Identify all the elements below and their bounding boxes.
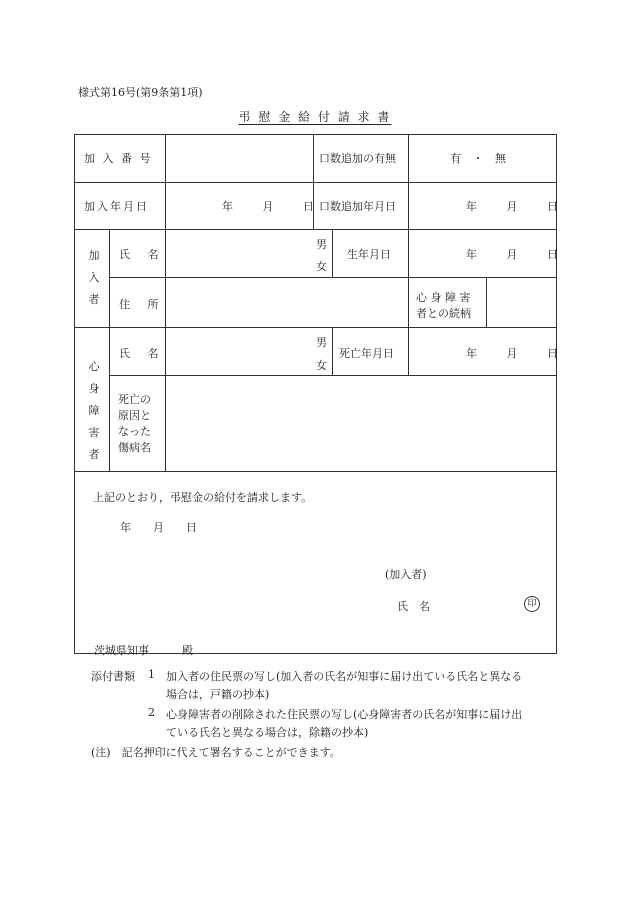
relation-field[interactable] [489,279,555,325]
join-date-label: 加入年月日 [84,200,149,213]
disabled-person-name-field[interactable] [168,329,308,373]
note-text: (注) 記名押印に代えて署名することができます。 [91,746,341,759]
form-number-label: 様式第16号(第9条第1項) [78,86,203,99]
rule [74,471,557,472]
attachment-item1-number: 1 [148,668,155,681]
rule [486,277,487,327]
join-date-field[interactable]: 年 月 日 [222,200,314,213]
seal-mark: 印 [524,596,540,612]
subscriber-sex-female[interactable]: 女 [316,260,327,273]
extra-units-choice[interactable]: 有 ・ 無 [450,152,506,165]
attachments-label: 添付書類 [91,670,135,683]
birth-date-field[interactable]: 年 月 日 [466,248,558,261]
rule [109,375,557,376]
extra-units-date-field[interactable]: 年 月 日 [466,200,558,213]
member-number-field[interactable] [168,136,310,180]
addressee: 茨城県知事 殿 [94,644,193,657]
declaration-statement: 上記のとおり，弔慰金の給付を請求します。 [93,491,313,504]
rule [408,229,409,327]
address-field[interactable] [168,279,406,325]
cause-of-death-label: 死亡の 原因と なった 傷病名 [118,393,151,454]
rule [332,327,333,375]
rule [313,134,314,229]
death-date-field[interactable]: 年 月 日 [466,347,558,360]
subscriber-name-label: 氏 名 [119,248,159,261]
birth-date-label: 生年月日 [347,248,391,261]
death-date-label: 死亡年月日 [339,347,394,360]
disabled-person-sex-female[interactable]: 女 [316,359,327,372]
attachment-item1-line1: 加入者の住民票の写し(加入者の氏名が知事に届け出ている氏名と異なる [166,670,523,683]
attachment-item1-line2: 場合は，戸籍の抄本) [166,688,270,701]
disabled-person-name-label: 氏 名 [119,347,159,360]
rule [74,229,557,230]
document-title [0,108,630,125]
attachment-item2-line2: ている氏名と異なる場合は，除籍の抄本) [166,726,369,739]
subscriber-group-label: 加入者 [88,249,100,306]
disabled-person-sex-male[interactable]: 男 [316,336,327,349]
address-label: 住 所 [119,298,159,311]
subscriber-name-field[interactable] [168,231,308,275]
rule [109,229,110,471]
extra-units-date-label: 口数追加年月日 [319,200,396,213]
applicant-label: (加入者) [385,568,427,581]
disabled-person-group-label: 心身障害者 [88,360,100,461]
relation-label-line1: 心 身 障 害 [416,291,471,304]
extra-units-label: 口数追加の有無 [319,152,396,165]
rule [109,277,557,278]
cause-of-death-field[interactable] [168,377,555,469]
rule [408,134,409,229]
rule [332,229,333,277]
member-number-label: 加 入 番 号 [84,152,153,165]
document-title-text: 弔 慰 金 給 付 請 求 書 [238,110,392,124]
declaration-date[interactable]: 年 月 日 [120,521,197,534]
subscriber-sex-male[interactable]: 男 [316,238,327,251]
attachment-item2-line1: 心身障害者の削除された住民票の写し(心身障害者の氏名が知事に届け出 [166,708,523,721]
relation-label-line2: 者との続柄 [416,307,471,320]
rule [74,182,557,183]
rule [408,327,409,375]
rule [165,134,166,471]
rule [74,327,557,328]
applicant-name-label: 氏 名 [397,600,430,613]
attachment-item2-number: 2 [148,706,155,719]
